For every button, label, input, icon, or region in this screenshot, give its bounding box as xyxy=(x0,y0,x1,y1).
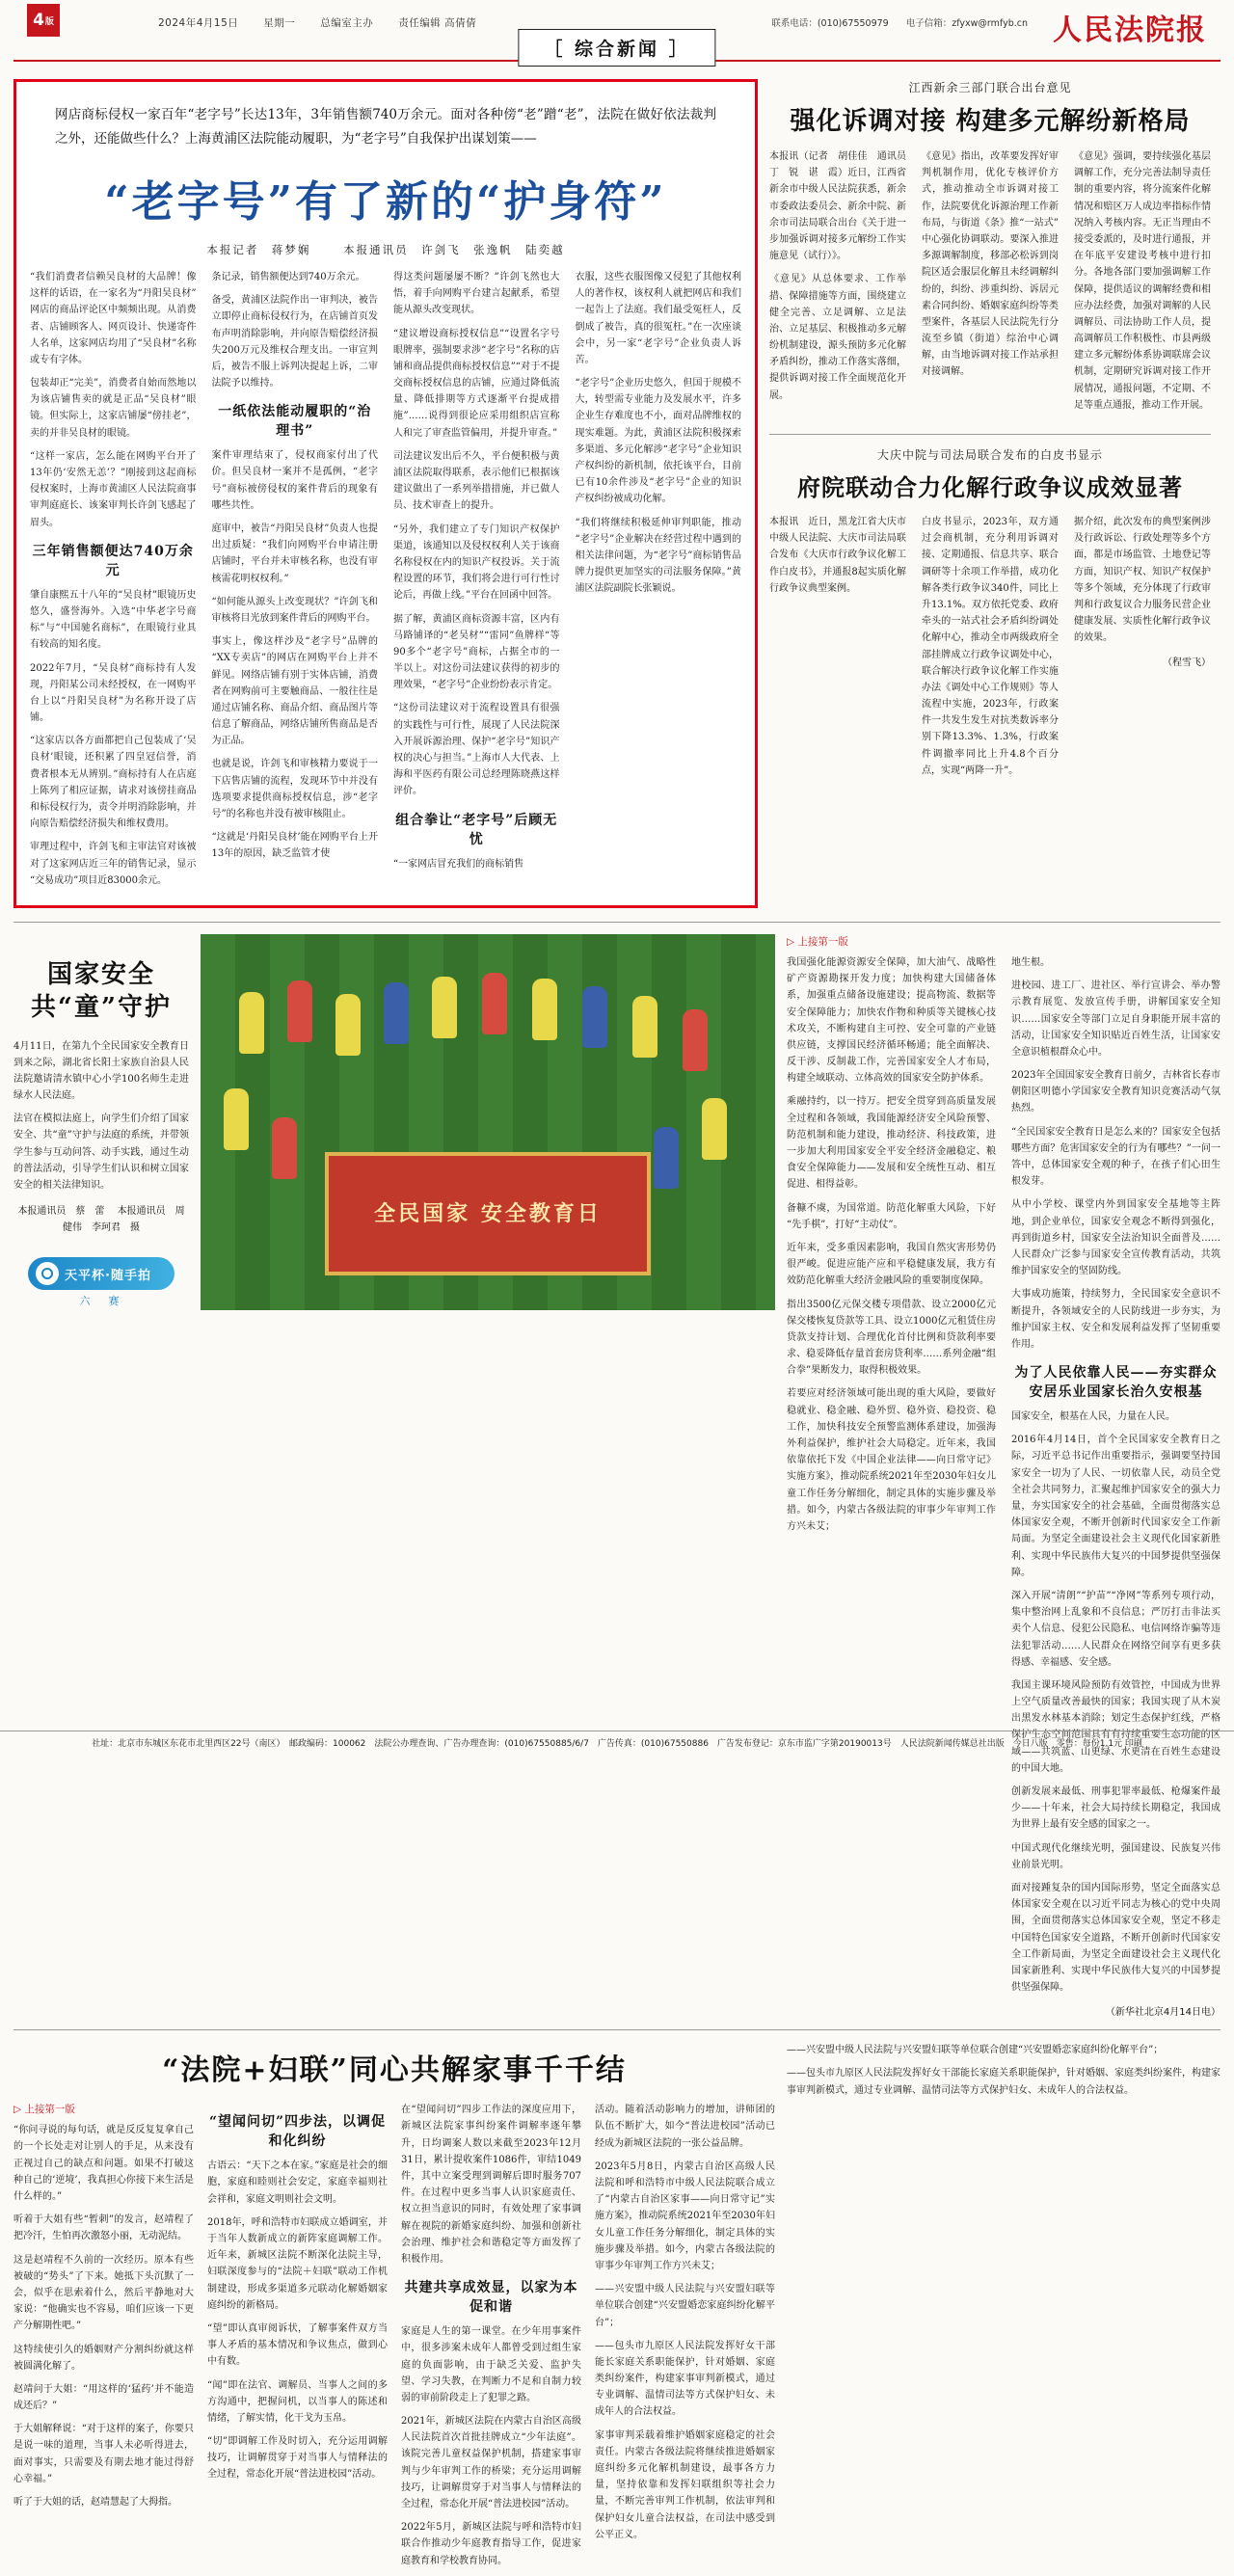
page-number: 4 xyxy=(33,11,44,30)
photo-story-text xyxy=(13,934,189,2018)
news-photo xyxy=(201,934,775,1310)
badge-subtitle: 六 赛 xyxy=(79,1295,123,1308)
paragraph: 这特续使引久的婚姻财产分割纠纷就这样被圆满化解了。 xyxy=(13,2344,194,2372)
paragraph: 指出3500亿元保交楼专项借款、设立2000亿元保交楼恢复贷款等工具、设立1000亿元租赁住房贷款支持计划、合理优化首付比例和贷款利率要求、稳妥降低存量首套房贷利率……系列金融“组合拳”果断发力，取得积极效果。 xyxy=(787,1299,996,1377)
agency-credit: （新华社北京4月14日电） xyxy=(1105,2007,1221,2019)
photo-figure xyxy=(532,979,557,1040)
paragraph: “另外，我们建立了专门知识产权保护渠道，该通知以及侵权权利人关于该商名称侵权在内的知识产权投诉。关于流程设置的环节，我们将会进行可行性讨论后，再做上线。”平台在回函中回答。 xyxy=(393,523,560,602)
paragraph: 得这类问题屡屡不断？”许剑飞然也大悟，着手向网购平台建言起献系，希望能从源头改变现状。 xyxy=(393,271,560,316)
subheading: “望闻问切”四步法，以调促和化纠纷 xyxy=(208,2114,387,2150)
paragraph: 2018年，呼和浩特市妇联成立婚调室，并于当年人数新成立的新阵家庭调解工作。近年来，新城区法院不断深化法院主导，妇联深度参与的“法院＋妇联”联动工作机制建设，形成多渠道多元联动化解婚姻家庭纠纷的新格局。 xyxy=(207,2216,388,2311)
paragraph: 肇自康熙五十八年的“吴良材”眼镜历史悠久，盛誉海外。入选“中华老字号商标”与“中国驰名商标”，在眼镜行业具有较高的知名度。 xyxy=(30,589,197,651)
subheading: 一纸依法能动履职的“治理书” xyxy=(218,404,372,440)
continued-story-right xyxy=(787,934,1221,2018)
paragraph: “闻”即在法官、调解员、当事人之间的多方沟通中，把握问机，以当事人的陈述和情绪，了解实情，化干戈为玉帛。 xyxy=(207,2379,388,2424)
continued-column-1 xyxy=(787,954,996,2018)
bottom-column-2 xyxy=(207,2102,388,2576)
contact-email: 电子信箱：zfyxw@rmfyb.cn xyxy=(905,18,1028,29)
paragraph: 本报讯（记者 胡佳佳 通讯员 丁 锐 谌 霞）近日，江西省新余市中级人民法院获悉，新余市委政法委员会、新余中院、新余市司法局联合出台《关于进一步加强诉调对接多元解纷工作实施意见（试行）》。 xyxy=(769,151,916,262)
badge-label: 天平杯·随手拍 xyxy=(65,1268,151,1283)
paragraph: 4月11日，在第九个全民国家安全教育日到来之际，湖北省长阳土家族自治县人民法院邀请清水镇中心小学100名师生走进绿水人民法庭。 xyxy=(13,1040,189,1102)
lead-column-4 xyxy=(576,269,742,896)
photo-figure xyxy=(384,982,409,1044)
issue-weekday: 星期一 xyxy=(263,17,296,29)
photo-figure xyxy=(482,973,507,1034)
bottom-column-4 xyxy=(595,2102,775,2576)
paragraph: 司法建议发出后不久，平台便积极与黄浦区法院取得联系，表示他们已根据该建议做出了一系列举措措施，并已做人员、技术审查上的提升。 xyxy=(393,450,560,512)
lead-column-2 xyxy=(212,269,379,896)
bottom-column-1 xyxy=(13,2102,194,2576)
paragraph: 2023年全国国家安全教育日前夕，吉林省长春市朝阳区明德小学国家安全教育知识竞赛活动气氛热烈。 xyxy=(1011,1070,1221,1114)
paragraph: 这是赵靖程不久前的一次经历。原本有些被破的“势头”了下来。她抵下头沉默了一会，似乎在思索着什么，然后平静地对大家说：“他确实也不容易，咱们应该一下更产分解期性吧。” xyxy=(13,2254,194,2332)
story2-headline: 府院联动合力化解行政争议成效显著 xyxy=(797,473,1183,501)
photo-figure xyxy=(582,986,607,1048)
story1-column-2 xyxy=(922,148,1059,420)
photo-title-line1: 国家安全 xyxy=(46,959,155,989)
bottom-right-continued xyxy=(787,2042,1221,2576)
paragraph: 庭审中，被告“丹阳吴良材”负责人也提出过质疑：“我们向网购平台申请注册店铺时，平台并未审核名称，也没有审核需花明权权利。” xyxy=(211,523,378,584)
paragraph: 于大姐解释说：“对于这样的案子，你要只是说一味的道理，当事人未必听得进去，面对事实，只需要及有期去地才能过得舒心幸福。” xyxy=(13,2424,194,2484)
paragraph: 据介绍，此次发布的典型案例涉及行政诉讼、行政处理等多个方面，都是市场监管、土地登记等方面，知识产权、知识产权保护等多个领域，充分体现了行政审判和行政复议合力服务民营企业健康发展、实质性化解行政争议的效果。 xyxy=(1074,517,1211,644)
contact-phone: 联系电话：(010)67550979 xyxy=(771,18,889,29)
paragraph: 家事审判采载着维护婚姻家庭稳定的社会责任。内蒙古各级法院将继续推进婚姻家庭纠纷多元化解机制建设，最事各方力量，坚持依靠和发挥妇联组织等社会力量，不断完善审判工作机制，依法审判和保护妇女儿童合法权益，在司法中感受到公平正义。 xyxy=(595,2429,775,2540)
paragraph: 从中小学校、课堂内外到国家安全基地等主阵地，到企业单位，国家安全观念不断得到强化，再到街道乡村，国家安全法治知识全面普及……人民群众广泛参与国家安全宣传教育活动，共筑维护国家安全的坚固防线。 xyxy=(1011,1199,1221,1277)
paragraph: ——包头市九原区人民法院发挥好女干部能长家庭关系职能保护，针对婚姻、家庭类纠纷案件，构建家事审判新模式，通过专业调解、温情司法等方式保护妇女、未成年人的合法权益。 xyxy=(595,2340,775,2418)
paragraph: 我国主课环境风险预防有效管控，中国成为世界上空气质量改善最快的国家；我国实现了从木炭出黑发水林基本消除；划定生态保护红线，严格保护生态空间范围具有有持续重要生态功能的区域——共筑蓝、山更绿、水更清在百姓生态建设的中国大地。 xyxy=(1011,1679,1221,1774)
paragraph: 据了解，黄浦区商标资源丰富，区内有马路铺译的“老吴材”“雷同”鱼牌样“等90多个“老字号”商标，占据全市的一半以上。对这份司法建议获得的初步的理效果，“老字号”企业纷纷表示肯定。 xyxy=(393,613,560,691)
bottom-columns xyxy=(13,2102,775,2576)
paragraph: “这家店以各方面都把自己包装成了‘吴良材’眼镜，还积累了四皇冠信誉，消费者根本无从辨别。”商标持有人在店庭上陈列了相应证据，请求对该傍挂商品和标侵权行为，责令并明消除影响，并向原告赔偿经济损失和维权费用。 xyxy=(30,736,197,830)
paragraph: “老字号”企业历史悠久，但国于规模不大，转型需专业能力及发展水平，许多企业生存难度也不小，面对品牌维权的现实难题。为此，黄浦区法院积极探索多渠道、多元化解涉“老字号”企业知识产权纠纷的新机制，依托该平台，目前已有10余件涉及“老字号”企业的知识产权纠纷被成功化解。 xyxy=(575,378,741,505)
paragraph: “我们消费者信赖吴良材的大品牌！像这样的话语，在一家名为“丹阳吴良材”网店的商品评论区中频频出现。从消费者、店铺顾客人、网页设计、快递寄件人名单，这家网店均用了“吴良材”名称或专有字体。 xyxy=(30,271,197,365)
paragraph: “我们将继续积极延伸审判职能，推动“老字号”企业解决在经营过程中遇到的相关法律问题，为“老字号”商标销售品牌力提供更加坚实的司法服务保障。”黄浦区法院副院长张颖说。 xyxy=(575,517,741,595)
continued-columns xyxy=(787,954,1221,2018)
paragraph: 衣服，这些衣服图像又侵犯了其他权利人的著作权，该权利人就把网店和我们一起告上了法庭。我们最受冤枉人，反倒成了被告，真的很冤枉。”在一次座谈会中，另一家“老字号”企业负责人诉苦。 xyxy=(575,271,741,365)
byline-reporter: 本报记者 蒋梦娴 xyxy=(206,242,311,256)
bottom-area xyxy=(13,2029,1221,2576)
story1-kicker: 江西新余三部门联合出台意见 xyxy=(908,81,1072,94)
paragraph: 在“望闻问切”四步工作法的深度应用下，新城区法院家事纠纷案件调解率逐年攀升，日均调案人数以来截至2023年12月31日，累计提收案件1086件，审结1049件，其中立案受理到调解后即时服务707件。在过程中更多当事人认识家庭责任、权立担当意识的同时，有效处理了家事调解在视院的新婚家庭纠纷、加强和创新社会治理、维护社会和谐稳定等方面发挥了积极作用。 xyxy=(401,2105,581,2265)
photo-figure xyxy=(224,1088,249,1150)
paragraph: 活动。随着活动影响力的增加，讲师团的队伍不断扩大，如今“普法进校园”活动已经成为新城区法院的一张公益品牌。 xyxy=(595,2105,775,2149)
paragraph: “这样一家店，怎么能在网购平台开了13年仍‘安然无恙’？”刚接到这起商标侵权案时，上海市黄浦区人民法院商事审判庭庭长、该案审判长许剑飞感起了眉头。 xyxy=(30,450,197,528)
photo-figure xyxy=(632,996,657,1058)
paragraph: 本报讯 近日，黑龙江省大庆市中级人民法院、大庆市司法局联合发布《大庆市行政争议化解工作白皮书》，并通报8起实质化解行政争议典型案例。 xyxy=(769,517,906,594)
paragraph: 备受，黄浦区法院作出一审判决，被告立即停止商标侵权行为，在店铺首页发布声明消除影响，并向原告赔偿经济损失200万元及维权合理支出。一审宣判后，被告不服上诉判决提起上诉，二审法院予以维持。 xyxy=(211,295,378,389)
photo-contest-badge xyxy=(28,1257,174,1290)
paragraph: 面对接踵复杂的国内国际形势，坚定全面落实总体国家安全观在以习近平同志为核心的党中央周围，全面贯彻落实总体国家安全观，坚定不移走中国特色国家安全道路，不断开创新时代国家安全工作新局面，为坚定全面建设社会主义现代化国家新胜利、实现中华民族伟大复兴的中国梦提供坚强保障。 xyxy=(1011,1882,1221,1994)
photo-figure xyxy=(702,1098,727,1160)
paragraph: 若要应对经济领域可能出现的重大风险，要做好稳就业、稳金融、稳外贸、稳外资、稳投资、稳工作，加快科技安全预警监测体系建设，加强海外利益保护，维护社会大局稳定。近年来，我国依靠依托下发《中国企业法律——向日常守记》实施方案》，推动院系统2021年至2030年妇女儿童工作任务分解细化，制定具体的实施步骤及举措。如今，内蒙古各级法院的审事少年审判工作方兴未艾； xyxy=(787,1388,996,1532)
photo-figure xyxy=(239,992,264,1054)
paragraph: 2022年7月，“吴良材”商标持有人发现，丹阳某公司未经授权，在一网购平台上以“丹阳吴良材”为名称开设了店铺。 xyxy=(30,662,197,724)
paragraph: 近年来，受多重因素影响，我国自然灾害形势仍很严峻。促进应能产应和平稳健康发展，我方有效防范化解重大经济金融风险的重要制度保障。 xyxy=(787,1242,996,1287)
paragraph: “这就是‘丹阳吴良材’能在网购平台上开13年的原因，缺乏监管才使 xyxy=(211,832,378,860)
paragraph: 创新发展来最低、刑事犯罪率最低、枪爆案件最少——十年来，社会大局持续长期稳定，我国成为世界上最有安全感的国家之一。 xyxy=(1011,1786,1221,1831)
paragraph: 古语云：“天下之本在家。”家庭是社会的细胞，家庭和睦则社会安定，家庭幸福则社会祥和，家庭文明则社会文明。 xyxy=(207,2160,388,2205)
story2-columns xyxy=(769,514,1211,786)
lead-story-columns xyxy=(30,269,741,896)
paragraph: “望”即认真审阅诉状，了解事案件双方当事人矛盾的基本情况和争议焦点，做到心中有数。 xyxy=(207,2322,388,2368)
paragraph: ——兴安盟中级人民法院与兴安盟妇联等单位联合创建“兴安盟婚恋家庭纠纷化解平台”； xyxy=(595,2284,775,2328)
paragraph: “全民国家安全教育日是怎么来的？国家安全包括哪些方面？危害国家安全的行为有哪些？”一问一答中，总体国家安全观的种子，在孩子们心田生根发芽。 xyxy=(1011,1126,1221,1188)
paragraph: 2022年5月，新城区法院与呼和浩特市妇联合作推动少年庭教育指导工作，促进家庭教育和学校教育协同。 xyxy=(401,2522,581,2566)
paragraph: “如何能从源头上改变现状？”许剑飞和审核将目光放到案件背后的网购平台。 xyxy=(211,596,378,624)
page-number-label: 版 xyxy=(44,16,54,27)
paragraph: ——兴安盟中级人民法院与兴安盟妇联等单位联合创建“兴安盟婚恋家庭纠纷化解平台”； xyxy=(787,2045,1164,2056)
paragraph: 地生根。 xyxy=(1011,956,1050,968)
paragraph: 案件审理结束了，侵权商家付出了代价。但吴良材一案并不是孤例，“老字号”商标被傍侵权的案件背后的现象有哪些共性。 xyxy=(211,450,378,511)
paragraph: ——包头市九原区人民法院发挥好女干部能长家庭关系职能保护，针对婚姻、家庭类纠纷案件，构建家事审判新模式，通过专业调解、温情司法等方式保护妇女、未成年人的合法权益。 xyxy=(787,2068,1221,2096)
paragraph: “你问寻说的每句话，就是反反复复拿自己的一个长处走对让别人的手足，从来没有正视过自己的缺点和问题。如果不打破这种自己的‘逆境’，我真担心你接下来生活是什么样的。” xyxy=(13,2125,194,2202)
story1-column-1 xyxy=(769,148,916,420)
paragraph: 包装却正“完美”，消费者自始而然地以为该店铺售卖的就是正品“吴良材”眼镜。但实际上，这家店铺屡“傍挂老”，卖的并非吴良材的眼镜。 xyxy=(30,378,197,439)
paragraph: “切”即调解工作及时切入，充分运用调解技巧，让调解贯穿于对当事人与情释法的全过程，常态化开展“普法进校园”活动。 xyxy=(207,2436,388,2481)
paragraph: 白皮书显示，2023年，双方通过会商机制，充分利用诉调对接、定期通报、信息共享、联合调研等十余项工作举措，成功化解各类行政争议340件，同比上升13.1%。双方依托党委、政府牵头的一站式社会矛盾纠纷调处化解中心，推动全市两级政府全部挂牌成立行政争议调处中心，联合解决行政争议化解工作实施办法《调处中心工作规则》等人流程中实施，2023年，行政案件一共发生发生对抗类数诉率分别下降13.3%、1.3%，行政案件调撤率同比上升4.8个百分点，实现“两降一升”。 xyxy=(922,517,1059,776)
page-content xyxy=(13,79,1221,2576)
subheading: 为了人民依靠人民——夯实群众安居乐业国家长治久安根基 xyxy=(1014,1365,1218,1401)
photo-banner-text: 全民国家 安全教育日 xyxy=(325,1152,651,1275)
paragraph: 《意见》从总体要求、工作举措、保障措施等方面，围绕建立健全完善、立足调解、立足法治、立足基层、积极推动多元解纷机制建设，源头预防多元化解矛盾纠纷，推动工作落实落细，提供诉调对接工作全面规范化开展。 xyxy=(769,274,906,401)
story1-column-3 xyxy=(1074,148,1211,420)
middle-area xyxy=(13,922,1221,2018)
paragraph: 审理过程中，许剑飞和主审法官对该被对了这家网店近三年的销售记录，显示“交易成功”项目近83000余元。 xyxy=(30,842,197,886)
paragraph: 2023年5月8日，内蒙古自治区高级人民法院和呼和浩特市中级人民法院联合成立了“内蒙古自治区家事——向日常守记”实施方案》，推动院系统2021年至2030年妇女儿童工作任务分解细化，制定具体的实施步骤及举措。如今，内蒙古各级法院的审事少年审判工作方兴未艾； xyxy=(595,2160,775,2271)
divider xyxy=(769,434,1211,435)
story1-headline: 强化诉调对接 构建多元解纷新格局 xyxy=(790,107,1191,136)
paragraph: 《意见》强调，要持续强化基层调解工作，充分完善法制导责任制的重要内容，将分流案件化解情况和赔区万人成边率指标作情况纳入考核内容。无正当理由不接受委派的，及时进行通报，并在年底平安建设考核中进行扣分。各地各部门要加强调解工作保障，提供适议的调解经费和相应办法经费，加强对调解的人民调解员、司法协助工作人员，提高调解员工作积极性、市县两级建立多元解纷体系协调联席会议机制，定期研究诉调对接工作开展情况，通报问题，不定期、不足等重点通报，推动工作开展。 xyxy=(1074,151,1211,411)
masthead-meta xyxy=(158,15,476,30)
continued-column-2 xyxy=(1011,954,1221,2018)
photo-story-title xyxy=(13,959,189,1025)
masthead-contact xyxy=(771,15,1028,29)
editor-in-chief: 总编室主办 xyxy=(320,17,374,29)
byline-correspondents: 本报通讯员 许剑飞 张逸帆 陆奕越 xyxy=(343,242,565,256)
paragraph: 听着于大姐有些“暂刺”的发言，赵靖程了把冷汗，生怕再次激怒小丽，无动泥结。 xyxy=(13,2214,194,2242)
paragraph: 我国强化能源资源安全保障，加大油气、战略性矿产资源勘探开发力度；加快构建大国储备体系，加强重点储备设施建设；提高物流、数据等安全保障能力；加快农作物和种质等关键核心技术攻关，不断构建自主可控、安全可靠的产业链供应链，支撑国民经济循环畅通；能全面解决、反干涉、反制裁工作，完善国家安全人才布局，构建全域联动、立体高效的国家安全防护体系。 xyxy=(787,956,996,1085)
paragraph: 事实上，像这样沙及“老字号”品牌的“XX专卖店”的网店在网购平台上并不鲜见。网络店铺有别于实体店铺，消费者在网购前可主要触商品、一般往往是通过店铺名称、商品介绍、商品图片等信息了解商品，网络店铺所售商品是否为正品。 xyxy=(211,636,378,747)
photo-figure xyxy=(683,1009,708,1071)
paragraph: 家庭是人生的第一课堂。在少年用事案件中，很多涉案未成年人都曾受到过组生家庭的负面影响，由于缺乏关爱、监护失望、学习失教，在判断力不足和自制力较弱的审前阶段走上了犯罪之路。 xyxy=(401,2326,581,2403)
paragraph: 乘融持约，以一持万。把安全贯穿到高质量发展全过程和各领域，我国能源经济安全风险预警、防范机制和能力建设，推动经济、科技政策，进一步加大利用国家安全平安全经济金融稳定、粮食安全保障能力——发展和安全统性互动、相互促进、相得益彰。 xyxy=(787,1096,996,1191)
section-title: ［ 综合新闻 ］ xyxy=(518,29,715,67)
paragraph: 2016年4月14日，首个全民国家安全教育日之际，习近平总书记作出重要指示，强调要坚持国家安全一切为了人民、一切依靠人民，动员全党全社会共同努力，汇聚起维护国家安全的强大力量，夯实国家安全的社会基础，全面贯彻落实总体国家安全观，不断开创新时代国家安全工作新局面。为坚定全面建设社会主义现代化国家新胜利、实现中华民族伟大复兴的中国梦提供坚强保障。 xyxy=(1011,1435,1221,1578)
paragraph: “这份司法建议对于流程设置具有很强的实践性与可行性，展现了人民法院深入开展诉源治理、保护“老字号”知识产权的决心与担当。”上海市人大代表、上海和平医药有限公司总经理陈晓燕这样评价。 xyxy=(393,703,560,797)
photo-figure xyxy=(654,1127,679,1189)
camera-icon xyxy=(36,1262,59,1285)
subheading: 组合拳让“老字号”后顾无忧 xyxy=(395,812,558,847)
paragraph: 大事成功施策，持续努力，全民国家安全意识不断提升，各领域安全的人民防线进一步夯实，为维护国家主权、安全和发展利益发挥了坚韧重要作用。 xyxy=(1011,1289,1221,1350)
story2-column-2 xyxy=(922,514,1059,786)
photo-credit: 本报通讯员 蔡 蕾 本报通讯员 周健伟 李珂君 摄 xyxy=(17,1206,185,1234)
right-column xyxy=(769,79,1211,908)
paragraph: 深入开展“清朗”“护苗”“净网”等系列专项行动，集中整治网上乱象和不良信息；严厉打击非法买卖个人信息、侵犯公民隐私、电信网络诈骗等违法犯罪活动……人民群众在网络空间享有更多获得感、幸福感、安全感。 xyxy=(1011,1590,1221,1668)
newspaper-logo: 人民法院报 xyxy=(1053,13,1207,47)
responsible-editor: 责任编辑 高倩倩 xyxy=(398,17,477,29)
photo-figure xyxy=(335,994,361,1056)
top-area xyxy=(13,79,1221,908)
lead-column-1 xyxy=(30,269,197,896)
issue-date: 2024年4月15日 xyxy=(158,17,239,29)
photo-figure xyxy=(272,1117,297,1179)
lead-byline xyxy=(30,242,741,257)
paragraph: 2021年，新城区法院在内蒙古自治区高级人民法院首次首批挂牌成立“少年法庭”。该院完善儿童权益保护机制，搭建家事审判与少年审判工作的桥梁；充分运用调解技巧，让调解贯穿于对当事人与情释法的全过程，常态化开展“普法进校园”活动。 xyxy=(401,2416,581,2509)
photo-figure xyxy=(432,977,457,1038)
page-number-badge xyxy=(27,4,60,37)
page-footer: 社址：北京市东城区东花市北里西区22号（南区） 邮政编码：100062 法院公办理查询、广告办理查询：(010)67550885/6/7 广告传真：(010)67550886 广告发布登记：京东市监广字第20190013号 人民法院新闻传媒总社出版 今日八版 零售：每份1.1元 印刷 xyxy=(0,1731,1234,1749)
paragraph: 《意见》指出，改革要发挥好审判机制作用，优化专核评价方式，推动推动全市诉调对接工作，法院要优化诉源治理工作新布局，与街道《条》推“一站式”中心强化协调联动。要深入推进多源调解制度，移部必松诉到岗院区适会服层化解且未经调解纠纷的，纠纷、涉重纠纷、诉居元素合同纠纷、婚姻家庭纠纷等类型案件，各基层人民法院先行分流至乡镇（街道）综治中心调解，由当地诉调对接工作站承担对接调解。 xyxy=(922,151,1059,378)
paragraph: 进校园、进工厂、进社区、举行宣讲会、举办警示教育展览、发放宣传手册，讲解国家安全知识……国家安全等部门立足自身职能开展丰富的活动，让国家安全知识贴近百姓生活，让国家安全意识植根群众心中。 xyxy=(1011,980,1221,1058)
lead-headline: “老字号”有了新的“护身符” xyxy=(104,176,667,227)
story2-kicker: 大庆中院与司法局联合发布的白皮书显示 xyxy=(876,448,1103,462)
story2-column-1 xyxy=(769,514,906,786)
subheading: 共建共享成效显，以家为本促和谐 xyxy=(404,2280,578,2316)
subheading: 三年销售额便达740万余元 xyxy=(32,543,194,578)
photo-title-line2: 共“童”守护 xyxy=(31,992,172,1022)
lead-paragraph: 网店商标侵权一家百年“老字号”长达13年，3年销售额740万余元。面对各种傍“老”蹭“老”，法院在做好依法裁判之外，还能做些什么？上海黄浦区法院能动履职，为“老字号”自我保护出谋划策—— xyxy=(55,107,716,147)
paragraph: “建议增设商标授权信息”“设置名字号眼牌率，强制要求涉“老字号”名称的店铺和商品提供商标授权信息”“对于不提交商标授权信息的店铺，应通过降低流量、降低排期等方式逐渐平台提成措施”……说得到很论应采用组织店宣称人和完了审查监管偏用，并提升审查。” xyxy=(393,328,560,439)
paragraph: 条记录，销售额便达到740万余元。 xyxy=(211,271,365,282)
continued-from-note: ▷ 上接第一版 xyxy=(13,2102,194,2116)
story1-columns xyxy=(769,148,1211,420)
paragraph: 国家安全，根基在人民，力量在人民。 xyxy=(1011,1411,1175,1423)
story2-column-3 xyxy=(1074,514,1211,786)
paragraph: 赵靖问于大姐：“用这样的‘猛药’并不能造成还后？” xyxy=(13,2383,194,2412)
lead-story-box xyxy=(13,79,758,908)
photo-figure xyxy=(287,980,312,1042)
paragraph: 备糠不虞，为国常道。防范化解重大风险，下好“先手棋”，打好“主动仗”。 xyxy=(787,1202,996,1230)
lead-column-3 xyxy=(393,269,560,896)
paragraph: 听了于大姐的话，赵靖慧起了大拇指。 xyxy=(13,2497,177,2508)
story2-signature: （程雪飞） xyxy=(1163,657,1211,668)
paragraph: 法官在模拟法庭上，向学生们介绍了国家安全、共“童”守护与法庭的系统，并带领学生参与互动问答、动手实践，通过生动的普法活动，引导学生们认识和树立国家安全的相关法律知识。 xyxy=(13,1114,189,1192)
bottom-column-3 xyxy=(401,2102,581,2576)
paragraph: 中国式现代化继续光明，强国建设、民族复兴伟业前景光明。 xyxy=(1011,1842,1221,1870)
paragraph: 也就是说，许剑飞和审核精力要说于一下店售店铺的流程，发现环节中并没有选项要求提供商标授权信息，涉“老字号”的名称也并没有被审核阻止。 xyxy=(211,759,378,819)
bottom-story xyxy=(13,2042,775,2576)
continued-from-note: ▷ 上接第一版 xyxy=(787,934,1221,949)
paragraph: “一家网店冒充我们的商标销售 xyxy=(393,858,524,870)
masthead xyxy=(13,0,1221,62)
bottom-headline: “法院+妇联”同心共解家事千千结 xyxy=(162,2053,627,2088)
